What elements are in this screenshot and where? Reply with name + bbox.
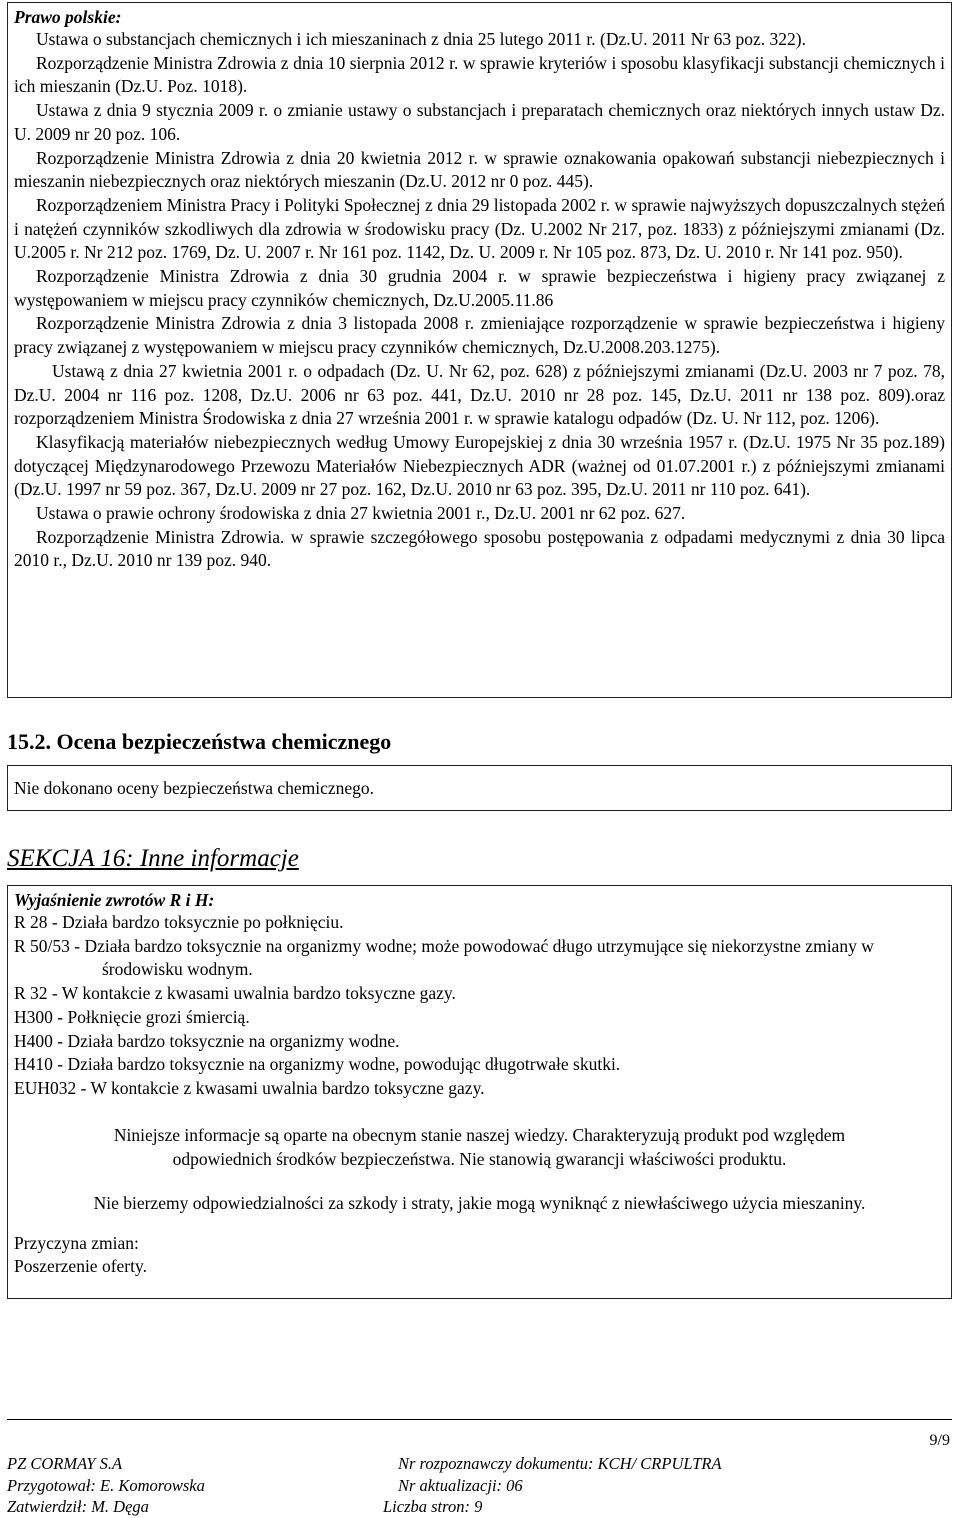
phrase-item: R 32 - W kontakcie z kwasami uwalnia bardzo toksyczne gazy. [14, 983, 456, 1004]
legal-label: Prawo polskie: [14, 7, 122, 27]
phrases-label: Wyjaśnienie zwrotów R i H: [14, 890, 215, 910]
footer-prepared-by: Przygotował: E. Komorowska [7, 1476, 205, 1495]
info-disclaimer-line2: odpowiednich środków bezpieczeństwa. Nie stanowią gwarancji właściwości produktu. [172, 1148, 787, 1169]
footer-divider [7, 1419, 952, 1420]
footer-update-number: Nr aktualizacji: 06 [398, 1476, 523, 1495]
section-16-heading: SEKCJA 16: Inne informacje [7, 845, 299, 872]
safety-assessment-box [7, 765, 952, 811]
legal-item: Ustawa z dnia 9 stycznia 2009 r. o zmianie ustawy o substancjach i preparatach chemicznych oraz niektórych innych ustaw Dz. U. 2009 nr 20 poz. 106. [14, 100, 945, 144]
info-disclaimer-line1: Niniejsze informacje są oparte na obecnym stanie naszej wiedzy. Charakteryzują produkt pod względem [113, 1124, 846, 1145]
legal-item: Klasyfikacją materiałów niebezpiecznych według Umowy Europejskiej z dnia 30 września 1957 r. (Dz.U. 1975 Nr 35 poz.189) dotyczącej Międzynarodowego Przewozu Materiałów Niebezpiecznych ADR (ważnej od 01.07.2001 r.) z późniejszymi zmianami (Dz.U. 1997 nr 59 poz. 367, Dz.U. 2009 nr 27 poz. 162, Dz.U. 2010 nr 63 poz. 395, Dz.U. 2011 nr 110 poz. 641). [14, 431, 945, 500]
legal-item: Rozporządzenie Ministra Zdrowia z dnia 3 listopada 2008 r. zmieniające rozporządzenie w sprawie bezpieczeństwa i higieny pracy związanej z występowaniem w miejscu pracy czynników chemicznych, Dz.U.2008.203.1275). [14, 313, 945, 358]
legal-item: Ustawą z dnia 27 kwietnia 2001 r. o odpadach (Dz. U. Nr 62, poz. 628) z późniejszymi zmianami (Dz.U. 2003 nr 7 poz. 78, Dz.U. 2004 nr 116 poz. 1208, Dz.U. 2006 nr 63 poz. 441, Dz.U. 2010 nr 28 poz. 145, Dz.U. 2011 nr 138 poz. 809).oraz rozporządzeniem Ministra Środowiska z dnia 27 września 2001 r. w sprawie katalogu odpadów (Dz. U. Nr 112, poz. 1206). [14, 360, 945, 429]
legal-item: Rozporządzeniem Ministra Pracy i Polityki Społecznej z dnia 29 listopada 2002 r. w sprawie najwyższych dopuszczalnych stężeń i natężeń czynników szkodliwych dla zdrowia w środowisku pracy (Dz. U.2002 Nr 217, poz. 1833) z późniejszymi zmianami (Dz. U.2005 r. Nr 212 poz. 1769, Dz. U. 2007 r. Nr 161 poz. 1142, Dz. U. 2009 r. Nr 105 poz. 873, Dz. U. 2010 r. Nr 141 poz. 950). [14, 194, 945, 263]
footer-company: PZ CORMAY S.A [7, 1454, 123, 1473]
liability-disclaimer: Nie bierzemy odpowiedzialności za szkody i straty, jakie mogą wyniknąć z niewłaściwego użycia mieszaniny. [93, 1192, 866, 1213]
footer-document-id: Nr rozpoznawczy dokumentu: KCH/ CRPULTRA [398, 1454, 722, 1473]
section-15-2-heading: 15.2. Ocena bezpieczeństwa chemicznego [7, 729, 392, 754]
legal-item: Rozporządzenie Ministra Zdrowia z dnia 30 grudnia 2004 r. w sprawie bezpieczeństwa i higieny pracy związanej z występowaniem w miejscu pracy czynników chemicznych, Dz.U.2005.11.86 [14, 266, 945, 310]
footer-approved-by: Zatwierdził: M. Dęga [7, 1497, 149, 1516]
phrase-item: H300 - Połknięcie grozi śmiercią. [14, 1006, 250, 1027]
footer-page-count: Liczba stron: 9 [383, 1497, 483, 1516]
change-reason-text: Poszerzenie oferty. [14, 1256, 147, 1277]
legal-item: Rozporządzenie Ministra Zdrowia z dnia 10 sierpnia 2012 r. w sprawie kryteriów i sposobu klasyfikacji substancji chemicznych i ich mieszanin (Dz.U. Poz. 1018). [14, 52, 945, 97]
phrase-item: R 50/53 - Działa bardzo toksycznie na organizmy wodne; może powodować długo utrzymujące się niekorzystne zmiany w środowisku wodnym. [14, 935, 874, 980]
legal-item: Ustawa o substancjach chemicznych i ich mieszaninach z dnia 25 lutego 2011 r. (Dz.U. 2011 Nr 63 poz. 322). [36, 29, 806, 49]
change-reason-label: Przyczyna zmian: [14, 1232, 139, 1253]
page-number: 9/9 [929, 1432, 950, 1449]
other-info-box [7, 885, 952, 1299]
phrase-item: R 28 - Działa bardzo toksycznie po połknięciu. [14, 912, 344, 932]
legal-item: Ustawa o prawie ochrony środowiska z dnia 27 kwietnia 2001 r., Dz.U. 2001 nr 62 poz. 627. [36, 503, 686, 524]
phrase-item: H400 - Działa bardzo toksycznie na organizmy wodne. [14, 1030, 400, 1051]
phrase-item: H410 - Działa bardzo toksycznie na organizmy wodne, powodując długotrwałe skutki. [14, 1054, 621, 1075]
legal-regulations-box [7, 2, 952, 698]
phrase-item: EUH032 - W kontakcie z kwasami uwalnia bardzo toksyczne gazy. [14, 1077, 485, 1098]
safety-assessment-text: Nie dokonano oceny bezpieczeństwa chemicznego. [14, 778, 375, 798]
legal-item: Rozporządzenie Ministra Zdrowia z dnia 20 kwietnia 2012 r. w sprawie oznakowania opakowań substancji niebezpiecznych i mieszanin niebezpiecznych oraz niektórych mieszanin (Dz.U. 2012 nr 0 poz. 445). [14, 147, 945, 192]
legal-item: Rozporządzenie Ministra Zdrowia. w sprawie szczegółowego sposobu postępowania z odpadami medycznymi z dnia 30 lipca 2010 r., Dz.U. 2010 nr 139 poz. 940. [14, 526, 945, 571]
